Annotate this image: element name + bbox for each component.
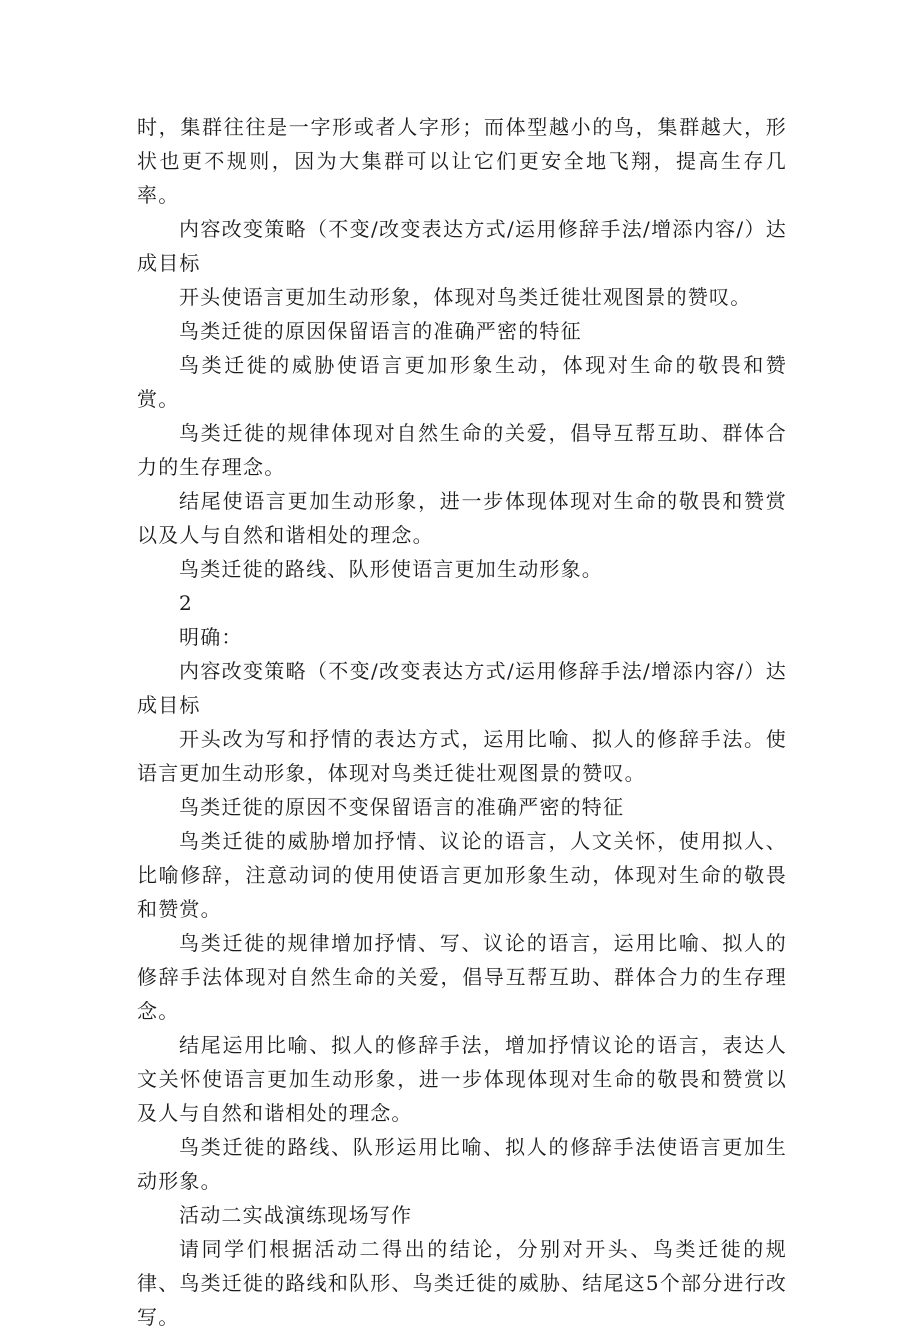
paragraph: 鸟类迁徙的原因不变保留语言的准确严密的特征: [179, 795, 625, 819]
paragraph: 内容改变策略（不变/改变表达方式/运用修辞手法/增添内容/）达成目标: [137, 217, 787, 275]
paragraph: 内容改变策略（不变/改变表达方式/运用修辞手法/增添内容/）达成目标: [137, 659, 787, 717]
paragraph: 鸟类迁徙的威胁增加抒情、议论的语言，人文关怀，使用拟人、比喻修辞，注意动词的使用使语言更加形象生动，体现对生命的敬畏和赞赏。: [137, 829, 787, 921]
paragraph: 鸟类迁徙的规律增加抒情、写、议论的语言，运用比喻、拟人的修辞手法体现对自然生命的关爱，倡导互帮互助、群体合力的生存理念。: [137, 931, 787, 1023]
paragraph: 鸟类迁徙的威胁使语言更加形象生动，体现对生命的敬畏和赞赏。: [137, 353, 787, 411]
paragraph: 请同学们根据活动二得出的结论，分别对开头、鸟类迁徙的规律、鸟类迁徙的路线和队形、鸟类迁徙的威胁、结尾这5个部分进行改写。: [137, 1237, 787, 1329]
paragraph: 明确：: [179, 625, 243, 649]
paragraph: 鸟类迁徙的路线、队形运用比喻、拟人的修辞手法使语言更加生动形象。: [137, 1135, 787, 1193]
paragraph: 鸟类迁徙的原因保留语言的准确严密的特征: [179, 319, 582, 343]
section-number: 2: [179, 591, 193, 615]
paragraph: 开头改为写和抒情的表达方式，运用比喻、拟人的修辞手法。使语言更加生动形象，体现对鸟类迁徙壮观图景的赞叹。: [137, 727, 787, 785]
paragraph: 结尾运用比喻、拟人的修辞手法，增加抒情议论的语言，表达人文关怀使语言更加生动形象，进一步体现体现对生命的敬畏和赞赏以及人与自然和谐相处的理念。: [137, 1033, 787, 1125]
paragraph: 鸟类迁徙的规律体现对自然生命的关爱，倡导互帮互助、群体合力的生存理念。: [137, 421, 787, 479]
activity-heading: 活动二实战演练现场写作: [179, 1203, 413, 1227]
paragraph: 结尾使语言更加生动形象，进一步体现体现对生命的敬畏和赞赏以及人与自然和谐相处的理念。: [137, 489, 787, 547]
paragraph: 时，集群往往是一字形或者人字形；而体型越小的鸟，集群越大，形状也更不规则，因为大集群可以让它们更安全地飞翔，提高生存几率。: [137, 115, 787, 207]
paragraph: 开头使语言更加生动形象，体现对鸟类迁徙壮观图景的赞叹。: [179, 285, 752, 309]
document-body: [137, 110, 787, 1334]
paragraph: 鸟类迁徙的路线、队形使语言更加生动形象。: [179, 557, 603, 581]
